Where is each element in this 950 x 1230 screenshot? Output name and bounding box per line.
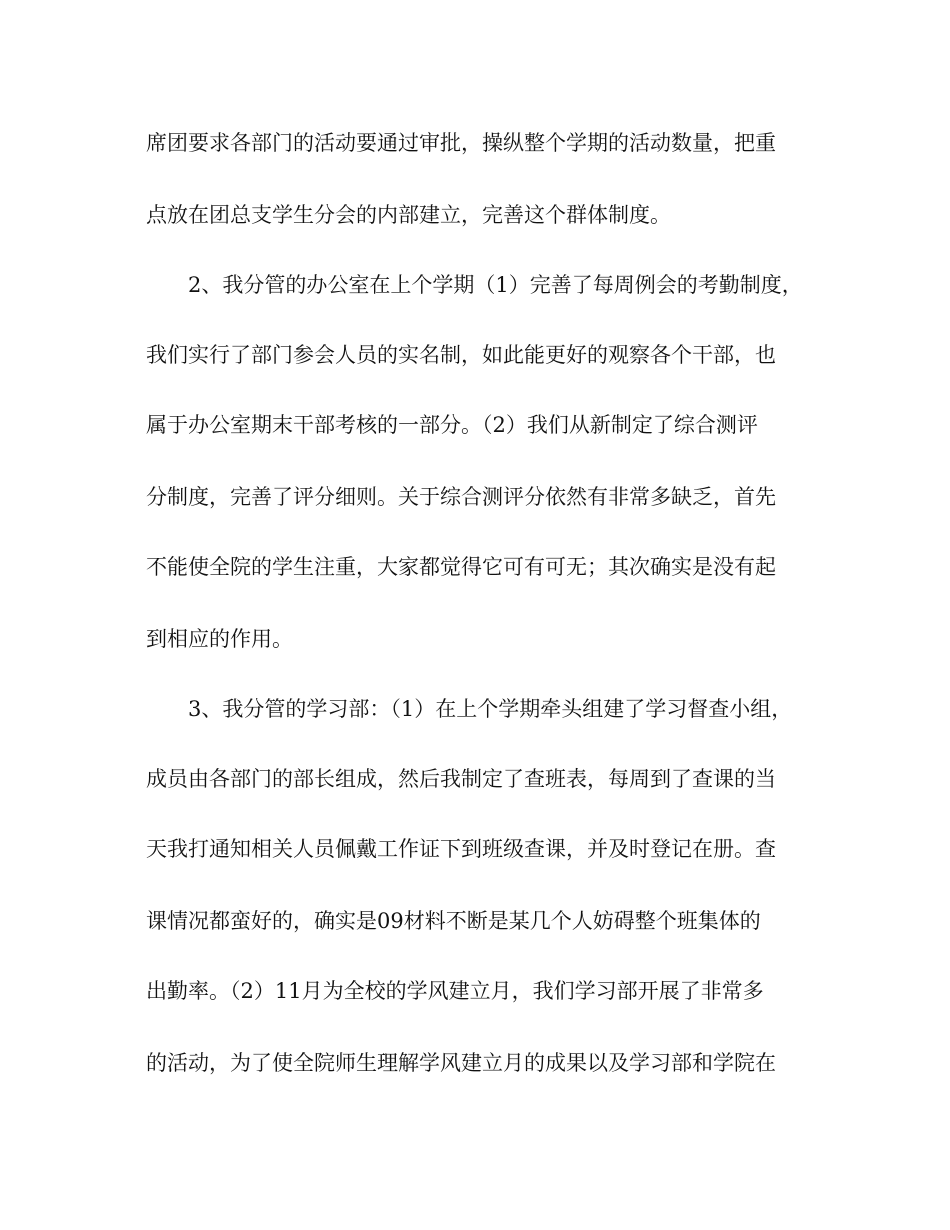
text-line: 不能使全院的学生注重，大家都觉得它可有可无；其次确实是没有起 bbox=[146, 555, 776, 579]
text-line: 天我打通知相关人员佩戴工作证下到班级查课，并及时登记在册。查 bbox=[146, 837, 776, 861]
text-line: 点放在团总支学生分会的内部建立，完善这个群体制度。 bbox=[146, 203, 671, 227]
paragraph-start-line: 3、我分管的学习部：（1）在上个学期牵头组建了学习督查小组， bbox=[188, 697, 793, 721]
paragraph-start-line: 2、我分管的办公室在上个学期（1）完善了每周例会的考勤制度， bbox=[188, 273, 803, 297]
text-line: 我们实行了部门参会人员的实名制，如此能更好的观察各个干部，也 bbox=[146, 343, 776, 367]
text-line: 成员由各部门的部长组成，然后我制定了查班表，每周到了查课的当 bbox=[146, 767, 776, 791]
text-line: 席团要求各部门的活动要通过审批，操纵整个学期的活动数量，把重 bbox=[146, 131, 776, 155]
text-line: 属于办公室期末干部考核的一部分。（2）我们从新制定了综合测评 bbox=[146, 413, 758, 437]
text-line: 分制度，完善了评分细则。关于综合测评分依然有非常多缺乏，首先 bbox=[146, 485, 776, 509]
text-line: 的活动，为了使全院师生理解学风建立月的成果以及学习部和学院在 bbox=[146, 1051, 776, 1075]
text-line: 出勤率。（2）11月为全校的学风建立月，我们学习部开展了非常多 bbox=[146, 979, 764, 1003]
text-line: 课情况都蛮好的，确实是09材料不断是某几个人妨碍整个班集体的 bbox=[146, 909, 761, 933]
text-line: 到相应的作用。 bbox=[146, 627, 293, 651]
